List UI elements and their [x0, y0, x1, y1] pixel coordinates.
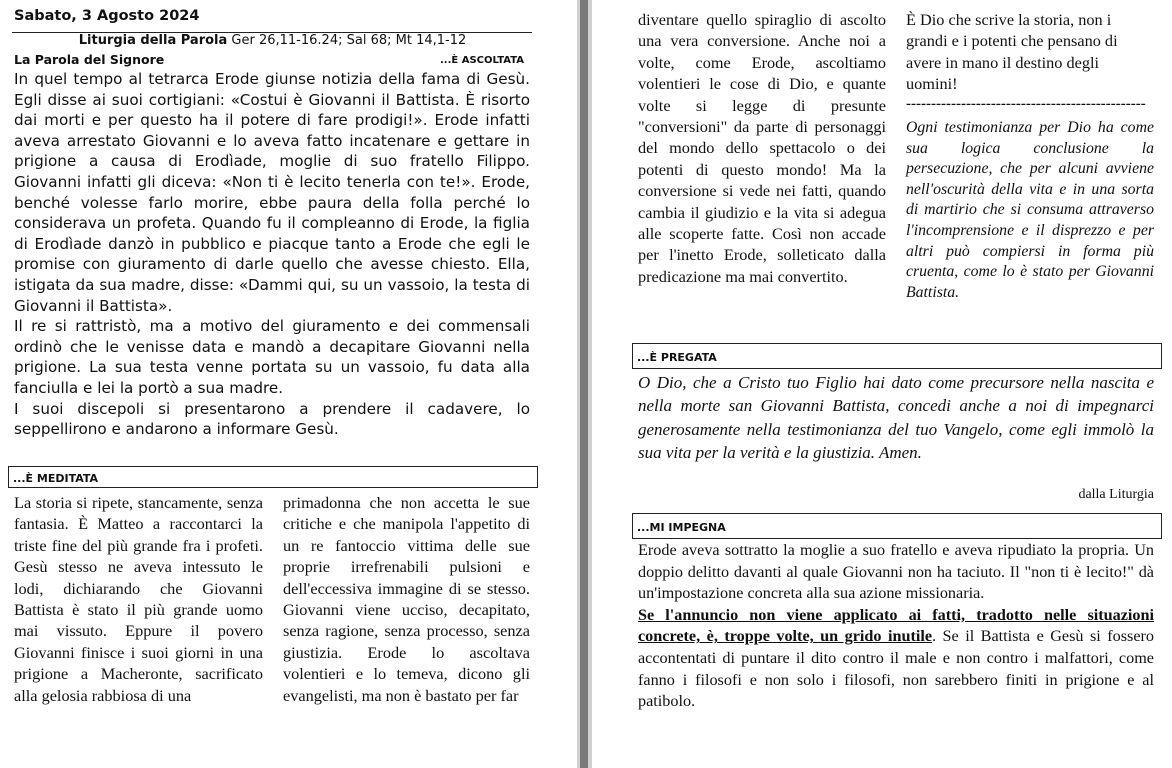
gospel-paragraph: Il re si rattristò, ma a motivo del giuramento e dei commensali ordinò che le venisse data e mandò a decapitare Giovanni nella prigione. La sua testa venne portata su un vassoio, fu data alla fanciulla e lei la portò a sua madre. — [14, 317, 530, 397]
impegno-text — [638, 540, 1154, 713]
gospel-paragraph: In quel tempo al tetrarca Erode giunse notizia della fama di Gesù. Egli disse ai suoi cortigiani: «Costui è Giovanni il Battista. È risorto dai morti e per questo ha il potere di fare prodigi!». Erode infatti aveva arrestato Giovanni e lo aveva fatto incatenare e gettare in prigione a causa di Erodìade, moglie di suo fratello Filippo. Giovanni infatti gli diceva: «Non ti è lecito tenerla con te!». Erode, benché volesse farlo morire, ebbe paura della folla perché lo considerava un profeta. Quando fu il compleanno di Erode, la figlia di Erodìade danzò in pubblico e piacque tanto a Erode che egli le promise con giuramento di darle quello che avesse chiesto. Ella, istigata da sua madre, disse: «Dammi qui, su un vassoio, la testa di Giovanni il Battista». — [14, 70, 530, 315]
meditation-column-3: diventare quello spiraglio di ascolto una vera conversione. Anche noi a volte, come Erode, ascoltiamo volentieri le cose di Dio, e quante volte si legge di presunte "conversioni" da parte di personaggi del mondo dello spettacolo o dei potenti di questo mondo! Ma la conversione si vede nei fatti, quando cambia il giudizio e la vita si adegua alle scoperte fatte. Così non accade per l'inetto Erode, solleticato dalla predicazione ma mai convertito. — [638, 10, 886, 286]
page-divider — [577, 0, 592, 768]
pregata-label: ...È PREGATA — [637, 351, 717, 364]
impegno-paragraph: Erode aveva sottratto la moglie a suo fratello e aveva ripudiato la propria. Un doppio delitto davanti al quale Giovanni non ha taciuto. Il "non ti è lecito!" dà un'impostazione concreta alla sua azione missionaria. — [638, 541, 1154, 603]
quote-text: Ogni testimonianza per Dio ha come sua logica conclusione la persecuzione, che per alcuni avviene nell'oscurità della vita e in una sorta di martirio che si consuma attraverso l'incomprensione e il disprezzo e per altri può compiersi in forma più cruenta, come lo è stato per Giovanni Battista. — [906, 119, 1154, 301]
impegno-emphasis: Se l'annuncio non viene applicato ai fatti, tradotto nelle situazioni concrete, è, troppe volte, un grido inutile — [638, 605, 1154, 646]
section-pregata — [632, 343, 1162, 369]
impegno-continuation: . Se il Battista e Gesù si fossero accontentati di puntare il dito contro il male e non contro i malfattori, come fanno i filosofi e non solo i filosofi, non sarebbero finiti in prigione e al patibolo. — [638, 627, 1154, 711]
meditata-label: ...È MEDITATA — [13, 472, 99, 485]
liturgy-label: Liturgia della Parola — [78, 33, 228, 48]
gospel-paragraph: I suoi discepoli si presentarono a prendere il cadavere, lo seppellirono e andarono a informare Gesù. — [14, 399, 530, 439]
liturgy-refs: Ger 26,11-16.24; Sal 68; Mt 14,1-12 — [231, 33, 467, 48]
section-impegna — [632, 513, 1162, 539]
gospel-text — [14, 69, 530, 440]
date-heading: Sabato, 3 Agosto 2024 — [14, 8, 200, 24]
left-page — [0, 0, 577, 768]
separator-line: ------------------------------------------------ — [906, 96, 1146, 112]
impegna-label: ...MI IMPEGNA — [637, 521, 726, 534]
prayer-text: O Dio, che a Cristo tuo Figlio hai dato come precursore nella nascita e nella morte san Giovanni Battista, concedi anche a noi di impegnarci generosamente nella testimonianza del tuo Vangelo, come egli immolò la sua vita per la verità e la giustizia. Amen. — [638, 373, 1154, 463]
meditation-column-4: È Dio che scrive la storia, non i grandi e i potenti che pensano di avere in mano il destino degli uomini! — [906, 10, 1118, 94]
right-page — [592, 0, 1172, 768]
section-meditata — [8, 466, 538, 488]
liturgy-line — [0, 33, 545, 48]
prayer-source: dalla Liturgia — [1078, 487, 1154, 502]
ascoltata-label: ...È ASCOLTATA — [440, 55, 524, 66]
meditation-column-2: primadonna che non accetta le sue critiche e che manipola l'appetito di un re fantoccio vittima delle sue proprie irrefrenabili pulsioni e dell'eccessiva immagine di se stesso. Giovanni viene ucciso, decapitato, senza ragione, senza processo, senza giustizia. Erode lo ascoltava volentieri e lo temeva, dicono gli evangelisti, ma non è bastato per far — [283, 493, 530, 705]
meditation-column-1: La storia si ripete, stancamente, senza fantasia. È Matteo a raccontarci la triste fine del più grande fra i profeti. Gesù stesso ne aveva intessuto le lodi, dichiarando che Giovanni Battista è stato il più grande uomo mai vissuto. Eppure il povero Giovanni finisce i suoi giorni in una prigione a Macheronte, sacrificato alla gelosia rabbiosa di una — [14, 493, 263, 705]
parola-title: La Parola del Signore — [14, 52, 165, 67]
